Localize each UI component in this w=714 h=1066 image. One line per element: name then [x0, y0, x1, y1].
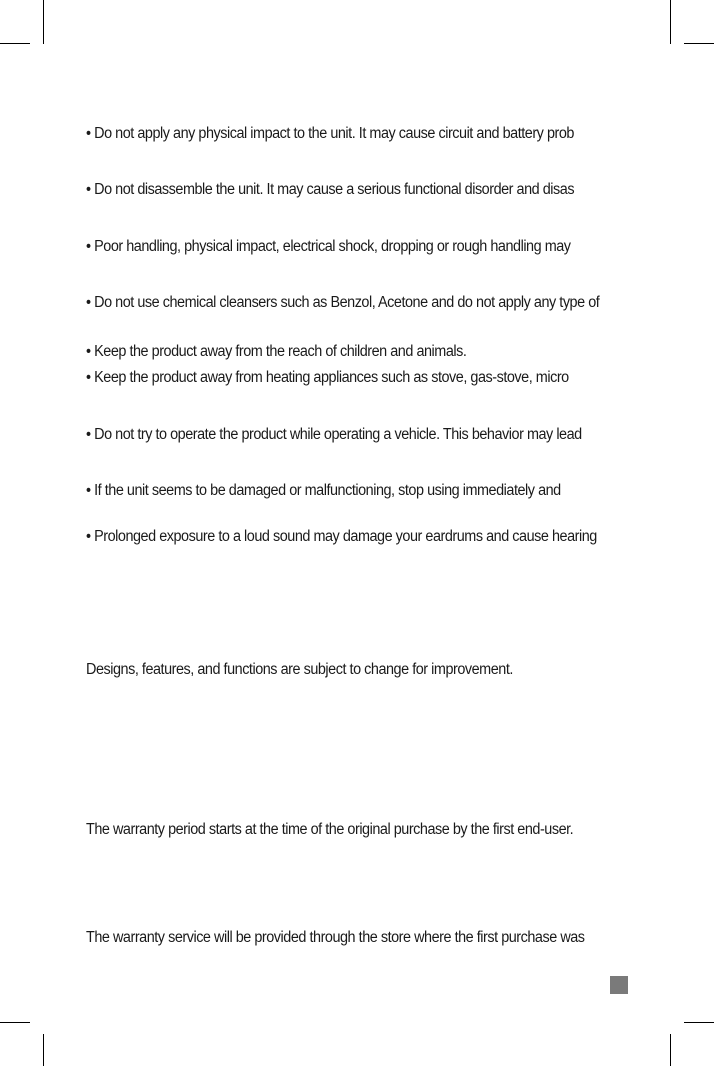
crop-mark-top-left-horizontal [0, 43, 30, 44]
crop-mark-bottom-left-vertical [43, 1034, 44, 1066]
crop-mark-bottom-right-horizontal [684, 1022, 714, 1023]
crop-mark-bottom-right-vertical [670, 1034, 671, 1066]
bullet-physical-impact: • Do not apply any physical impact to the unit. It may cause circuit and battery prob [86, 125, 574, 142]
crop-mark-bottom-left-horizontal [0, 1022, 30, 1023]
bullet-poor-handling: • Poor handling, physical impact, electrical shock, dropping or rough handling may [86, 238, 571, 255]
page-marker-square [610, 976, 628, 994]
bullet-damaged-unit: • If the unit seems to be damaged or malfunctioning, stop using immediately and [86, 482, 561, 499]
bullet-vehicle: • Do not try to operate the product while operating a vehicle. This behavior may lead [86, 426, 582, 443]
bullet-children-animals: • Keep the product away from the reach of children and animals. [86, 343, 467, 360]
bullet-heating-appliances: • Keep the product away from heating appliances such as stove, gas-stove, micro [86, 369, 569, 386]
crop-mark-top-right-horizontal [684, 43, 714, 44]
bullet-chemical-cleansers: • Do not use chemical cleansers such as Benzol, Acetone and do not apply any type of [86, 294, 600, 311]
warranty-period-text: The warranty period starts at the time of the original purchase by the first end-user. [86, 821, 574, 838]
warranty-service-text: The warranty service will be provided through the store where the first purchase was [86, 929, 585, 946]
crop-mark-top-right-vertical [670, 0, 671, 44]
bullet-loud-sound: • Prolonged exposure to a loud sound may damage your eardrums and cause hearing [86, 528, 597, 545]
crop-mark-top-left-vertical [43, 0, 44, 44]
design-change-notice: Designs, features, and functions are subject to change for improvement. [86, 661, 513, 678]
bullet-disassemble: • Do not disassemble the unit. It may cause a serious functional disorder and disas [86, 181, 575, 198]
